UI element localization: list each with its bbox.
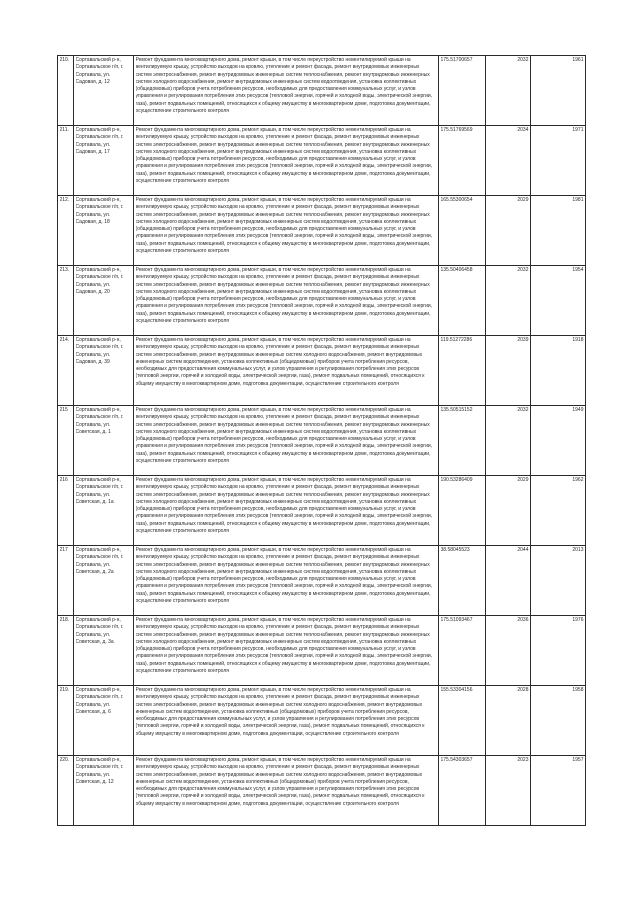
address-text: Сортавальский р-н, Сортавальское г/п, г. Сортавала, ул. Советская, д. 3а — [75, 617, 124, 645]
repair-year: 2032 — [517, 407, 529, 413]
work-description: Ремонт фундамента многоквартирного дома, ремонт крыши, в том числе переустройство невентилируемой крыши на вентилируемую крышу, устройство выходов на кровлю, утепление и ремонт фасада, ремонт внутридомовых инженерных систем электроснабжения, ремонт внутридомовых инженерных систем теплоснабжения, ремонт внутридомовых инженерных систем холодного водоснабжения, ремонт внутридомовых инженерных систем водоотведения, установка коллективных (общедомовых) приборов учета потребления ресурсов, необходимых для предоставления коммунальных услуг, и узлов управления и регулирования потребления этих ресурсов (тепловой энергии, горячей и холодной воды, электрической энергии, газа), ремонт подвальных помещений, относящихся к общему имуществу в многоквартирном доме, подготовка документации, осуществление строительного контроля — [135, 617, 433, 675]
address-cell — [74, 686, 134, 756]
build-year: 2013 — [572, 547, 584, 553]
number-cell — [58, 406, 74, 476]
address-cell — [74, 476, 134, 546]
build-year-cell — [531, 266, 586, 336]
build-year: 1957 — [572, 757, 584, 763]
repair-year: 2028 — [517, 687, 529, 693]
repair-year-cell — [486, 266, 531, 336]
repair-year-cell — [486, 336, 531, 406]
work-cell — [134, 616, 439, 686]
row-number: 215 — [59, 407, 68, 413]
work-cell — [134, 756, 439, 826]
table-row — [58, 546, 586, 616]
work-description: Ремонт фундамента многоквартирного дома, ремонт крыши, в том числе переустройство невентилируемой крыши на вентилируемую крышу, устройство выходов на кровлю, утепление и ремонт фасада, ремонт внутридомовых инженерных систем электроснабжения, ремонт внутридомовых инженерных систем теплоснабжения, ремонт внутридомовых инженерных систем холодного водоснабжения, ремонт внутридомовых инженерных систем водоотведения, установка коллективных (общедомовых) приборов учета потребления ресурсов, необходимых для предоставления коммунальных услуг, и узлов управления и регулирования потребления этих ресурсов (тепловой энергии, горячей и холодной воды, электрической энергии, газа), ремонт подвальных помещений, относящихся к общему имуществу в многоквартирном доме, подготовка документации, осуществление строительного контроля — [135, 197, 433, 255]
repair-year: 2023 — [517, 757, 529, 763]
number-cell — [58, 476, 74, 546]
repair-year-cell — [486, 686, 531, 756]
work-description: Ремонт фундамента многоквартирного дома, ремонт крыши, в том числе переустройство невентилируемой крыши на вентилируемую крышу, устройство выходов на кровлю, утепление и ремонт фасада, ремонт внутридомовых инженерных систем электроснабжения, ремонт внутридомовых инженерных систем теплоснабжения, ремонт внутридомовых инженерных систем холодного водоснабжения, ремонт внутридомовых инженерных систем водоотведения, установка коллективных (общедомовых) приборов учета потребления ресурсов, необходимых для предоставления коммунальных услуг, и узлов управления и регулирования потребления этих ресурсов (тепловой энергии, горячей и холодной воды, электрической энергии, газа), ремонт подвальных помещений, относящихся к общему имуществу в многоквартирном доме, подготовка документации, осуществление строительного контроля — [135, 127, 433, 185]
row-number: 213. — [59, 267, 70, 273]
cost-cell — [439, 616, 486, 686]
address-cell — [74, 546, 134, 616]
address-cell — [74, 126, 134, 196]
cost-cell — [439, 336, 486, 406]
work-cell — [134, 546, 439, 616]
address-text: Сортавальский р-н, Сортавальское г/п, г. Сортавала, ул. Советская, д. 1а — [75, 477, 124, 505]
repair-year-cell — [486, 616, 531, 686]
cost-value: 175.54303657 — [440, 757, 473, 763]
address-cell — [74, 336, 134, 406]
build-year: 1981 — [572, 197, 584, 203]
build-year: 1949 — [572, 407, 584, 413]
table-row — [58, 336, 586, 406]
row-number: 212. — [59, 197, 70, 203]
row-number: 218. — [59, 617, 70, 623]
number-cell — [58, 56, 74, 126]
cost-value: 135.50515152 — [440, 407, 473, 413]
address-text: Сортавальский р-н, Сортавальское г/п, г. Сортавала, ул. Садовая, д. 20 — [75, 267, 124, 295]
cost-value: 155.53304156 — [440, 687, 473, 693]
repair-year-cell — [486, 56, 531, 126]
number-cell — [58, 266, 74, 336]
cost-value: 135.50406458 — [440, 267, 473, 273]
work-description: Ремонт фундамента многоквартирного дома, ремонт крыши, в том числе переустройство невентилируемой крыши на вентилируемую крышу, устройство выходов на кровлю, утепление и ремонт фасада, ремонт внутридомовых инженерных систем электроснабжения, ремонт внутридомовых инженерных систем холодного водоснабжения, ремонт внутридомовых инженерных систем водоотведения, установка коллективных (общедомовых) приборов учета потребления ресурсов, необходимых для предоставления коммунальных услуг, и узлов управления и регулирования потребления этих ресурсов (тепловой энергии, горячей и холодной воды, электрической энергии, газа), ремонт подвальных помещений, относящихся к общему имуществу в многоквартирном доме, подготовка документации, осуществление строительного контроля — [135, 757, 425, 807]
build-year-cell — [531, 406, 586, 476]
work-cell — [134, 196, 439, 266]
cost-value: 175.51093467 — [440, 617, 473, 623]
repair-year-cell — [486, 126, 531, 196]
work-description: Ремонт фундамента многоквартирного дома, ремонт крыши, в том числе переустройство невентилируемой крыши на вентилируемую крышу, устройство выходов на кровлю, утепление и ремонт фасада, ремонт внутридомовых инженерных систем электроснабжения, ремонт внутридомовых инженерных систем теплоснабжения, ремонт внутридомовых инженерных систем холодного водоснабжения, ремонт внутридомовых инженерных систем водоотведения, установка коллективных (общедомовых) приборов учета потребления ресурсов, необходимых для предоставления коммунальных услуг, и узлов управления и регулирования потребления этих ресурсов (тепловой энергии, горячей и холодной воды, электрической энергии, газа), ремонт подвальных помещений, относящихся к общему имуществу в многоквартирном доме, подготовка документации, осуществление строительного контроля — [135, 547, 433, 605]
build-year: 1958 — [572, 687, 584, 693]
address-cell — [74, 616, 134, 686]
cost-value: 175.51769569 — [440, 127, 473, 133]
address-cell — [74, 56, 134, 126]
address-text: Сортавальский р-н, Сортавальское г/п, г. Сортавала, ул. Садовая, д. 39 — [75, 337, 124, 365]
row-number: 211. — [59, 127, 69, 133]
repair-year-cell — [486, 196, 531, 266]
build-year: 1962 — [572, 477, 584, 483]
number-cell — [58, 126, 74, 196]
repair-year-cell — [486, 406, 531, 476]
repair-year: 2044 — [517, 547, 529, 553]
build-year: 1971 — [572, 127, 584, 133]
address-text: Сортавальский р-н, Сортавальское г/п, г. Сортавала, ул. Садовая, д. 12 — [75, 57, 124, 85]
number-cell — [58, 756, 74, 826]
cost-value: 175.51700657 — [440, 57, 473, 63]
number-cell — [58, 686, 74, 756]
number-cell — [58, 546, 74, 616]
number-cell — [58, 196, 74, 266]
address-cell — [74, 406, 134, 476]
row-number: 214. — [59, 337, 70, 343]
table-row — [58, 406, 586, 476]
cost-cell — [439, 476, 486, 546]
work-description: Ремонт фундамента многоквартирного дома, ремонт крыши, в том числе переустройство невентилируемой крыши на вентилируемую крышу, устройство выходов на кровлю, утепление и ремонт фасада, ремонт внутридомовых инженерных систем электроснабжения, ремонт внутридомовых инженерных систем холодного водоснабжения, ремонт внутридомовых инженерных систем водоотведения, установка коллективных (общедомовых) приборов учета потребления ресурсов, необходимых для предоставления коммунальных услуг, и узлов управления и регулирования потребления этих ресурсов (тепловой энергии, горячей и холодной воды, электрической энергии, газа), ремонт подвальных помещений, относящихся к общему имуществу в многоквартирном доме, подготовка документации, осуществление строительного контроля — [135, 337, 425, 387]
repair-year-cell — [486, 756, 531, 826]
build-year-cell — [531, 476, 586, 546]
table-row — [58, 126, 586, 196]
work-cell — [134, 686, 439, 756]
cost-cell — [439, 686, 486, 756]
row-number: 217 — [59, 547, 68, 553]
address-cell — [74, 756, 134, 826]
table-row — [58, 616, 586, 686]
number-cell — [58, 616, 74, 686]
row-number: 210. — [59, 57, 70, 63]
address-cell — [74, 266, 134, 336]
build-year-cell — [531, 616, 586, 686]
repair-year: 2029 — [517, 197, 529, 203]
work-description: Ремонт фундамента многоквартирного дома, ремонт крыши, в том числе переустройство невентилируемой крыши на вентилируемую крышу, устройство выходов на кровлю, утепление и ремонт фасада, ремонт внутридомовых инженерных систем электроснабжения, ремонт внутридомовых инженерных систем холодного водоснабжения, ремонт внутридомовых инженерных систем водоотведения, установка коллективных (общедомовых) приборов учета потребления ресурсов, необходимых для предоставления коммунальных услуг, и узлов управления и регулирования потребления этих ресурсов (тепловой энергии, горячей и холодной воды, электрической энергии, газа), ремонт подвальных помещений, относящихся к общему имуществу в многоквартирном доме, подготовка документации, осуществление строительного контроля — [135, 687, 425, 737]
build-year-cell — [531, 336, 586, 406]
work-cell — [134, 56, 439, 126]
address-text: Сортавальский р-н, Сортавальское г/п, г. Сортавала, ул. Советская, д. 6 — [75, 687, 124, 715]
cost-value: 165.55300654 — [440, 197, 473, 203]
capital-repair-table — [57, 55, 586, 826]
table-row — [58, 56, 586, 126]
address-text: Сортавальский р-н, Сортавальское г/п, г. Сортавала, ул. Советская, д. 1 — [75, 407, 124, 435]
address-text: Сортавальский р-н, Сортавальское г/п, г. Сортавала, ул. Садовая, д. 17 — [75, 127, 124, 155]
address-text: Сортавальский р-н, Сортавальское г/п, г. Сортавала, ул. Садовая, д. 18 — [75, 197, 124, 225]
build-year-cell — [531, 126, 586, 196]
cost-cell — [439, 56, 486, 126]
work-cell — [134, 336, 439, 406]
cost-cell — [439, 196, 486, 266]
cost-value: 190.53286409 — [440, 477, 473, 483]
build-year-cell — [531, 546, 586, 616]
table-row — [58, 196, 586, 266]
cost-cell — [439, 266, 486, 336]
work-cell — [134, 406, 439, 476]
repair-year: 2036 — [517, 617, 529, 623]
repair-year: 2029 — [517, 477, 529, 483]
work-cell — [134, 126, 439, 196]
work-cell — [134, 266, 439, 336]
build-year: 1918 — [572, 337, 584, 343]
repair-year: 2039 — [517, 337, 529, 343]
work-description: Ремонт фундамента многоквартирного дома, ремонт крыши, в том числе переустройство невентилируемой крыши на вентилируемую крышу, устройство выходов на кровлю, утепление и ремонт фасада, ремонт внутридомовых инженерных систем электроснабжения, ремонт внутридомовых инженерных систем теплоснабжения, ремонт внутридомовых инженерных систем холодного водоснабжения, ремонт внутридомовых инженерных систем водоотведения, установка коллективных (общедомовых) приборов учета потребления ресурсов, необходимых для предоставления коммунальных услуг, и узлов управления и регулирования потребления этих ресурсов (тепловой энергии, горячей и холодной воды, электрической энергии, газа), ремонт подвальных помещений, относящихся к общему имуществу в многоквартирном доме, подготовка документации, осуществление строительного контроля — [135, 57, 433, 115]
cost-value: 38.58045523 — [440, 547, 470, 553]
repair-year: 2032 — [517, 57, 529, 63]
repair-year: 2032 — [517, 267, 529, 273]
build-year-cell — [531, 686, 586, 756]
row-number: 220. — [59, 757, 70, 763]
table-row — [58, 476, 586, 546]
work-description: Ремонт фундамента многоквартирного дома, ремонт крыши, в том числе переустройство невентилируемой крыши на вентилируемую крышу, устройство выходов на кровлю, утепление и ремонт фасада, ремонт внутридомовых инженерных систем электроснабжения, ремонт внутридомовых инженерных систем теплоснабжения, ремонт внутридомовых инженерных систем холодного водоснабжения, ремонт внутридомовых инженерных систем водоотведения, установка коллективных (общедомовых) приборов учета потребления ресурсов, необходимых для предоставления коммунальных услуг, и узлов управления и регулирования потребления этих ресурсов (тепловой энергии, горячей и холодной воды, электрической энергии, газа), ремонт подвальных помещений, относящихся к общему имуществу в многоквартирном доме, подготовка документации, осуществление строительного контроля — [135, 267, 433, 325]
build-year: 1954 — [572, 267, 584, 273]
build-year: 1976 — [572, 617, 584, 623]
address-cell — [74, 196, 134, 266]
work-cell — [134, 476, 439, 546]
cost-cell — [439, 546, 486, 616]
build-year-cell — [531, 196, 586, 266]
address-text: Сортавальский р-н, Сортавальское г/п, г. Сортавала, ул. Советская, д. 2а — [75, 547, 124, 575]
build-year: 1961 — [572, 57, 584, 63]
number-cell — [58, 336, 74, 406]
table-row — [58, 756, 586, 826]
row-number: 216 — [59, 477, 68, 483]
table-row — [58, 266, 586, 336]
cost-value: 119.51272286 — [440, 337, 473, 343]
build-year-cell — [531, 756, 586, 826]
repair-year: 2034 — [517, 127, 529, 133]
row-number: 219. — [59, 687, 70, 693]
build-year-cell — [531, 56, 586, 126]
cost-cell — [439, 756, 486, 826]
work-description: Ремонт фундамента многоквартирного дома, ремонт крыши, в том числе переустройство невентилируемой крыши на вентилируемую крышу, устройство выходов на кровлю, утепление и ремонт фасада, ремонт внутридомовых инженерных систем электроснабжения, ремонт внутридомовых инженерных систем теплоснабжения, ремонт внутридомовых инженерных систем холодного водоснабжения, ремонт внутридомовых инженерных систем водоотведения, установка коллективных (общедомовых) приборов учета потребления ресурсов, необходимых для предоставления коммунальных услуг, и узлов управления и регулирования потребления этих ресурсов (тепловой энергии, горячей и холодной воды, электрической энергии, газа), ремонт подвальных помещений, относящихся к общему имуществу в многоквартирном доме, подготовка документации, осуществление строительного контроля — [135, 477, 433, 535]
repair-year-cell — [486, 476, 531, 546]
table-row — [58, 686, 586, 756]
cost-cell — [439, 126, 486, 196]
address-text: Сортавальский р-н, Сортавальское г/п, г. Сортавала, ул. Советская, д. 12 — [75, 757, 124, 785]
cost-cell — [439, 406, 486, 476]
repair-year-cell — [486, 546, 531, 616]
work-description: Ремонт фундамента многоквартирного дома, ремонт крыши, в том числе переустройство невентилируемой крыши на вентилируемую крышу, устройство выходов на кровлю, утепление и ремонт фасада, ремонт внутридомовых инженерных систем электроснабжения, ремонт внутридомовых инженерных систем теплоснабжения, ремонт внутридомовых инженерных систем холодного водоснабжения, ремонт внутридомовых инженерных систем водоотведения, установка коллективных (общедомовых) приборов учета потребления ресурсов, необходимых для предоставления коммунальных услуг, и узлов управления и регулирования потребления этих ресурсов (тепловой энергии, горячей и холодной воды, электрической энергии, газа), ремонт подвальных помещений, относящихся к общему имуществу в многоквартирном доме, подготовка документации, осуществление строительного контроля — [135, 407, 433, 465]
